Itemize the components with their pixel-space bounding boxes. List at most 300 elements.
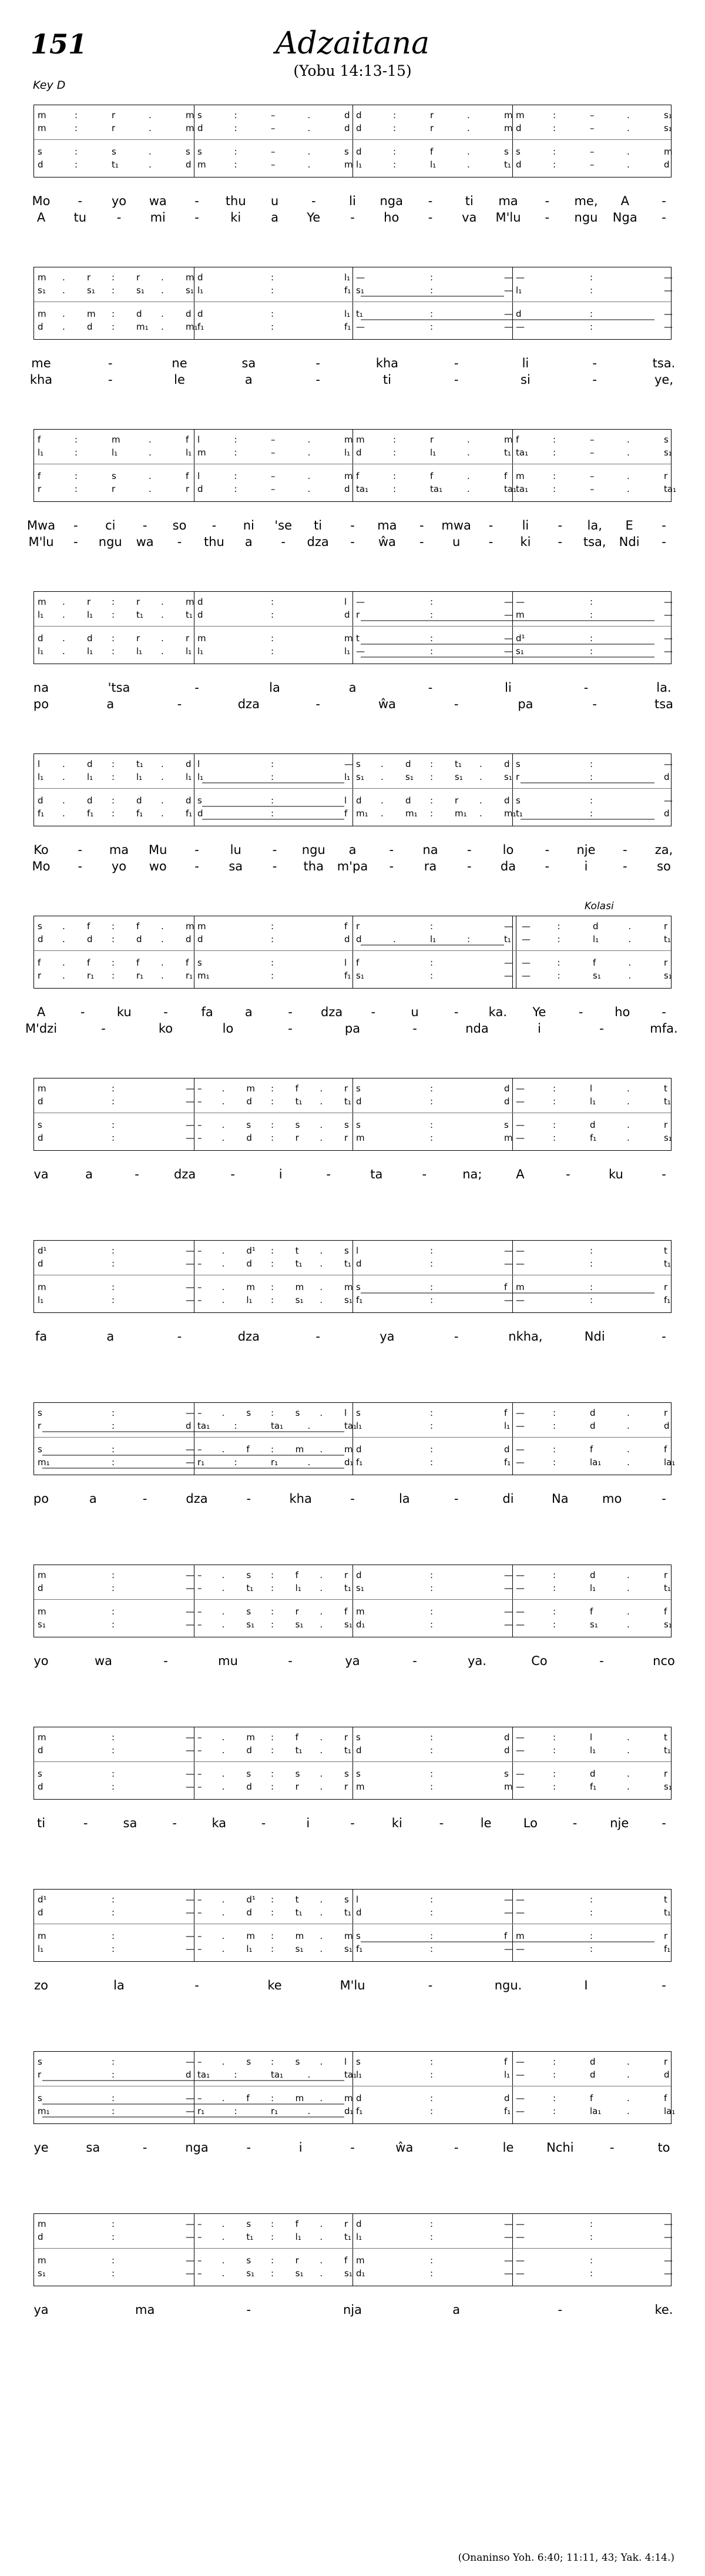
solfa-note: s bbox=[516, 795, 521, 806]
solfa-note: f₁ bbox=[344, 970, 351, 981]
solfa-note: m bbox=[38, 110, 46, 120]
solfa-note: – bbox=[197, 1583, 202, 1593]
solfa-note: : bbox=[430, 285, 434, 296]
lyric-syllable: dza bbox=[321, 1005, 343, 1019]
solfa-note: : bbox=[590, 597, 593, 607]
solfa-note: d bbox=[590, 1408, 596, 1418]
voice-row-1 bbox=[34, 597, 671, 608]
solfa-note: : bbox=[553, 1781, 556, 1792]
solfa-note: — bbox=[516, 1421, 525, 1431]
solfa-note: r bbox=[516, 772, 520, 782]
solfa-note: . bbox=[627, 1083, 630, 1094]
solfa-note: f bbox=[516, 434, 519, 445]
solfa-note: s bbox=[356, 1282, 361, 1292]
solfa-note: s₁ bbox=[38, 1619, 46, 1630]
solfa-note: : bbox=[430, 1619, 434, 1630]
voice-row-2 bbox=[34, 1745, 671, 1757]
solfa-note: : bbox=[271, 646, 274, 656]
solfa-note: — bbox=[504, 2255, 513, 2266]
solfa-note: : bbox=[271, 921, 274, 932]
solfa-note: . bbox=[221, 1931, 225, 1941]
solfa-note: f₁ bbox=[186, 808, 193, 819]
solfa-note: f bbox=[590, 1606, 593, 1617]
lyric-syllable: - bbox=[662, 1005, 666, 1019]
solfa-note: : bbox=[393, 123, 397, 133]
solfa-note: – bbox=[197, 2255, 202, 2266]
solfa-note: : bbox=[112, 795, 115, 806]
solfa-note: . bbox=[320, 1133, 323, 1143]
lyric-syllable: - bbox=[108, 373, 113, 387]
solfa-note: ta₁ bbox=[356, 484, 369, 494]
solfa-note: d bbox=[186, 2069, 192, 2080]
solfa-note: : bbox=[271, 1096, 274, 1107]
solfa-note: . bbox=[381, 759, 384, 769]
solfa-note: . bbox=[320, 2093, 323, 2103]
solfa-note: — bbox=[186, 2268, 194, 2279]
lyric-syllable: po bbox=[33, 1492, 49, 1506]
solfa-note: t₁ bbox=[455, 759, 462, 769]
solfa-note: : bbox=[430, 1606, 434, 1617]
solfa-note: — bbox=[186, 1120, 194, 1130]
solfa-note: — bbox=[504, 1295, 513, 1305]
lyric-syllable: - bbox=[288, 1654, 293, 1668]
solfa-note: d bbox=[356, 1745, 362, 1756]
solfa-note: : bbox=[112, 2056, 115, 2067]
solfa-note: d bbox=[136, 934, 142, 944]
solfa-note: – bbox=[590, 471, 595, 481]
solfa-note: d bbox=[516, 309, 522, 319]
lyric-syllable: va bbox=[462, 210, 477, 225]
solfa-note: – bbox=[590, 484, 595, 494]
solfa-note: : bbox=[553, 1457, 556, 1468]
solfa-note: — bbox=[186, 1732, 194, 1743]
solfa-note: — bbox=[516, 1083, 525, 1094]
solfa-note: s bbox=[246, 1408, 251, 1418]
lyric-syllable: di bbox=[502, 1492, 514, 1506]
solfa-note: s bbox=[38, 2093, 42, 2103]
solfa-note: . bbox=[320, 1258, 323, 1269]
lyric-syllable: ngu bbox=[301, 843, 325, 857]
solfa-note: : bbox=[430, 2093, 434, 2103]
solfa-note: m bbox=[38, 1606, 46, 1617]
lyric-syllable: ma bbox=[377, 518, 397, 532]
voice-row-3 bbox=[34, 795, 671, 807]
staff bbox=[33, 1565, 672, 1637]
staff bbox=[33, 1240, 672, 1313]
solfa-note: — bbox=[504, 970, 513, 981]
solfa-note: — bbox=[516, 2255, 525, 2266]
solfa-note: . bbox=[161, 795, 164, 806]
solfa-note: : bbox=[112, 1282, 115, 1292]
solfa-note: — bbox=[664, 759, 673, 769]
solfa-note: m bbox=[356, 1133, 365, 1143]
solfa-note: d bbox=[356, 2219, 362, 2229]
solfa-note: f₁ bbox=[590, 1781, 597, 1792]
staff-divider bbox=[34, 788, 671, 789]
solfa-note: – bbox=[197, 1619, 202, 1630]
solfa-note: m bbox=[516, 1931, 525, 1941]
solfa-note: f₁ bbox=[344, 285, 351, 296]
lyric-syllable: zo bbox=[34, 1978, 48, 1992]
solfa-note: l₁ bbox=[197, 772, 204, 782]
lyric-syllable: - bbox=[172, 1816, 177, 1830]
solfa-note: d bbox=[38, 2232, 43, 2242]
solfa-note: d bbox=[246, 1907, 252, 1918]
solfa-note: — bbox=[516, 1606, 525, 1617]
lyric-syllable: ni bbox=[243, 518, 254, 532]
voice-row-4 bbox=[34, 808, 671, 820]
lyric-syllable: Ye bbox=[307, 210, 321, 225]
solfa-note: t₁ bbox=[344, 1583, 351, 1593]
solfa-note: d bbox=[516, 159, 522, 170]
solfa-note: : bbox=[271, 2093, 274, 2103]
solfa-note: d bbox=[186, 1421, 192, 1431]
scripture-reference: (Yobu 14:13-15) bbox=[293, 62, 412, 79]
solfa-note: – bbox=[197, 1781, 202, 1792]
solfa-note: : bbox=[590, 2255, 593, 2266]
staff-divider bbox=[34, 626, 671, 627]
solfa-note: : bbox=[557, 921, 560, 932]
solfa-note: : bbox=[590, 1295, 593, 1305]
solfa-note: m bbox=[38, 2219, 46, 2229]
solfa-note: . bbox=[627, 1120, 630, 1130]
solfa-note: : bbox=[271, 633, 274, 644]
voice-row-1 bbox=[34, 1083, 671, 1095]
solfa-note: — bbox=[516, 597, 525, 607]
solfa-note: : bbox=[271, 2232, 274, 2242]
lyric-syllable: - bbox=[558, 518, 563, 532]
solfa-note: : bbox=[430, 1894, 434, 1905]
solfa-note: — bbox=[664, 285, 673, 296]
lyric-line-1 bbox=[0, 1654, 705, 1670]
solfa-note: s₁ bbox=[590, 1619, 598, 1630]
solfa-note: . bbox=[320, 1894, 323, 1905]
solfa-note: . bbox=[221, 2093, 225, 2103]
lyric-syllable: - bbox=[545, 194, 550, 208]
lyric-syllable: 'tsa bbox=[108, 681, 130, 695]
solfa-note: . bbox=[381, 795, 384, 806]
lyric-syllable: li bbox=[522, 518, 529, 532]
solfa-note: . bbox=[161, 970, 164, 981]
voice-row-1 bbox=[34, 110, 671, 122]
solfa-note: . bbox=[467, 123, 470, 133]
lyric-syllable: a bbox=[85, 1167, 93, 1181]
lyric-syllable: so bbox=[657, 859, 671, 873]
solfa-note: : bbox=[112, 597, 115, 607]
solfa-note: : bbox=[75, 484, 78, 494]
solfa-note: . bbox=[320, 1606, 323, 1617]
lyric-syllable: - bbox=[578, 1005, 583, 1019]
lyric-syllable: Ndi bbox=[584, 1329, 605, 1344]
solfa-note: s bbox=[38, 1408, 42, 1418]
lyric-syllable: ku bbox=[609, 1167, 623, 1181]
solfa-note: l₁ bbox=[112, 447, 118, 458]
lyric-syllable: - bbox=[177, 697, 182, 711]
solfa-note: m bbox=[504, 110, 513, 120]
voice-row-1 bbox=[34, 1732, 671, 1744]
solfa-note: m bbox=[504, 1781, 513, 1792]
lyric-syllable: Lo bbox=[523, 1816, 538, 1830]
voice-row-2 bbox=[34, 1583, 671, 1594]
solfa-note: : bbox=[430, 309, 434, 319]
voice-row-4 bbox=[34, 321, 671, 333]
staff-divider bbox=[34, 2248, 671, 2249]
solfa-note: d bbox=[590, 1120, 596, 1130]
solfa-note: s bbox=[504, 1768, 509, 1779]
solfa-note: . bbox=[320, 2268, 323, 2279]
solfa-note: — bbox=[516, 2056, 525, 2067]
solfa-note: . bbox=[149, 146, 152, 157]
solfa-note: m bbox=[295, 1931, 304, 1941]
solfa-note: s bbox=[356, 1732, 361, 1743]
lyric-line-2 bbox=[0, 1021, 705, 1038]
lyric-syllable: - bbox=[558, 2303, 563, 2317]
lyric-syllable: ya bbox=[33, 2303, 49, 2317]
solfa-note: : bbox=[112, 1931, 115, 1941]
solfa-note: s bbox=[197, 957, 202, 968]
solfa-note: : bbox=[234, 471, 237, 481]
solfa-note: — bbox=[516, 2069, 525, 2080]
system-10 bbox=[0, 1565, 705, 1723]
voice-row-2 bbox=[34, 447, 671, 459]
lyric-syllable: - bbox=[315, 697, 320, 711]
solfa-note: — bbox=[516, 1570, 525, 1580]
lyric-syllable: yo bbox=[111, 194, 127, 208]
lyric-syllable: a bbox=[244, 1005, 253, 1019]
solfa-note: . bbox=[161, 934, 164, 944]
solfa-note: . bbox=[62, 759, 65, 769]
solfa-note: . bbox=[627, 2056, 630, 2067]
solfa-note: : bbox=[271, 597, 274, 607]
lyric-syllable: ngu bbox=[574, 210, 598, 225]
solfa-note: m bbox=[197, 921, 206, 932]
voice-row-2 bbox=[34, 1096, 671, 1108]
solfa-note: m bbox=[504, 434, 513, 445]
solfa-note: . bbox=[307, 2069, 311, 2080]
solfa-note: : bbox=[112, 1768, 115, 1779]
lyric-syllable: - bbox=[428, 681, 433, 695]
lyric-line-1 bbox=[0, 1005, 705, 1021]
solfa-note: — bbox=[504, 321, 513, 332]
solfa-note: r bbox=[38, 1421, 42, 1431]
solfa-note: – bbox=[197, 1096, 202, 1107]
solfa-note: : bbox=[271, 1781, 274, 1792]
lyric-syllable: nje bbox=[610, 1816, 629, 1830]
lyric-syllable: - bbox=[488, 535, 494, 549]
solfa-note: m bbox=[38, 597, 46, 607]
solfa-note: f bbox=[504, 1408, 508, 1418]
lyric-syllable: thu bbox=[225, 194, 246, 208]
lyric-syllable: - bbox=[454, 356, 459, 370]
lyric-syllable: - bbox=[78, 859, 83, 873]
solfa-note: . bbox=[221, 1894, 225, 1905]
solfa-note: : bbox=[590, 1907, 593, 1918]
voice-row-2 bbox=[34, 2232, 671, 2243]
solfa-note: : bbox=[271, 2056, 274, 2067]
solfa-note: : bbox=[234, 123, 237, 133]
lyric-syllable: - bbox=[662, 1978, 666, 1992]
solfa-note: l₁ bbox=[87, 646, 93, 656]
voice-row-4 bbox=[34, 1457, 676, 1469]
lyric-syllable: - bbox=[246, 1492, 251, 1506]
solfa-note: m bbox=[246, 1732, 255, 1743]
solfa-note: m₁ bbox=[38, 2106, 50, 2116]
solfa-note: : bbox=[112, 1421, 115, 1431]
solfa-note: d bbox=[356, 146, 362, 157]
solfa-note: t₁ bbox=[246, 2232, 254, 2242]
solfa-note: – bbox=[197, 2093, 202, 2103]
solfa-note: d¹ bbox=[38, 1894, 47, 1905]
lyric-syllable: - bbox=[439, 1816, 444, 1830]
lyric-syllable: li bbox=[505, 681, 512, 695]
solfa-note: r bbox=[186, 633, 190, 644]
solfa-note: . bbox=[221, 1245, 225, 1256]
solfa-note: : bbox=[430, 1944, 434, 1954]
solfa-note: d bbox=[356, 2093, 362, 2103]
solfa-note: . bbox=[221, 1282, 225, 1292]
solfa-note: s₁ bbox=[136, 285, 145, 296]
lyric-syllable: za, bbox=[654, 843, 673, 857]
lyric-syllable: ki bbox=[230, 210, 241, 225]
lyric-syllable: - bbox=[194, 843, 199, 857]
lyric-syllable: ye, bbox=[654, 373, 674, 387]
lyric-syllable: na; bbox=[462, 1167, 482, 1181]
lyric-syllable: - bbox=[272, 843, 277, 857]
solfa-note: . bbox=[149, 484, 152, 494]
solfa-note: : bbox=[430, 772, 434, 782]
solfa-note: . bbox=[62, 646, 65, 656]
solfa-note: r bbox=[455, 795, 459, 806]
solfa-note: t₁ bbox=[664, 1258, 671, 1269]
solfa-note: l₁ bbox=[136, 646, 143, 656]
solfa-note: d bbox=[344, 609, 350, 620]
solfa-note: — bbox=[504, 1583, 513, 1593]
solfa-note: l₁ bbox=[246, 1944, 253, 1954]
solfa-note: : bbox=[234, 484, 237, 494]
solfa-note: — bbox=[504, 1894, 513, 1905]
solfa-note: m₁ bbox=[356, 808, 368, 819]
solfa-note: d bbox=[356, 1444, 362, 1455]
solfa-note: . bbox=[161, 759, 164, 769]
solfa-note: . bbox=[467, 146, 470, 157]
solfa-note: s₁ bbox=[344, 1944, 352, 1954]
solfa-note: : bbox=[112, 1583, 115, 1593]
solfa-note: : bbox=[112, 2255, 115, 2266]
lyric-syllable: a bbox=[348, 681, 357, 695]
lyric-syllable: - bbox=[177, 1329, 182, 1344]
solfa-note: r bbox=[136, 633, 140, 644]
solfa-note: : bbox=[590, 808, 593, 819]
lyric-syllable: - bbox=[599, 1654, 604, 1668]
solfa-note: l bbox=[344, 597, 347, 607]
solfa-note: . bbox=[627, 471, 630, 481]
lyric-syllable: fa bbox=[35, 1329, 48, 1344]
solfa-note: : bbox=[271, 1282, 274, 1292]
solfa-note: d bbox=[356, 795, 362, 806]
lyric-syllable: wa bbox=[94, 1654, 113, 1668]
solfa-note: : bbox=[430, 272, 434, 283]
lyric-syllable: - bbox=[350, 2140, 355, 2155]
solfa-note: . bbox=[627, 1133, 630, 1143]
solfa-note: t bbox=[295, 1245, 299, 1256]
solfa-note: : bbox=[271, 1583, 274, 1593]
solfa-note: : bbox=[271, 957, 274, 968]
lyric-syllable: kha bbox=[29, 373, 53, 387]
voice-row-3 bbox=[34, 309, 671, 320]
solfa-note: d bbox=[516, 123, 522, 133]
solfa-note: r₁ bbox=[271, 2106, 278, 2116]
lyric-syllable: - bbox=[315, 373, 320, 387]
solfa-note: . bbox=[221, 1133, 225, 1143]
solfa-note: t₁ bbox=[186, 609, 193, 620]
lyric-syllable: - bbox=[422, 1167, 427, 1181]
solfa-note: . bbox=[62, 957, 65, 968]
solfa-note: . bbox=[149, 471, 152, 481]
solfa-note: s bbox=[246, 1768, 251, 1779]
solfa-note: l₁ bbox=[344, 272, 351, 283]
solfa-note: : bbox=[557, 957, 560, 968]
solfa-note: . bbox=[320, 1931, 323, 1941]
solfa-note: ta₁ bbox=[271, 1421, 284, 1431]
solfa-note: . bbox=[381, 772, 384, 782]
lyric-syllable: yo bbox=[111, 859, 127, 873]
solfa-note: d₁ bbox=[344, 1457, 354, 1468]
solfa-note: . bbox=[221, 1120, 225, 1130]
solfa-note: – bbox=[271, 484, 276, 494]
solfa-note: : bbox=[430, 597, 434, 607]
solfa-note: d¹ bbox=[516, 633, 525, 644]
lyric-syllable: ye bbox=[33, 2140, 49, 2155]
solfa-note: f₁ bbox=[136, 808, 143, 819]
solfa-note: . bbox=[62, 597, 65, 607]
solfa-note: m bbox=[344, 2093, 353, 2103]
solfa-note: t₁ bbox=[664, 1907, 671, 1918]
solfa-note: — bbox=[522, 970, 531, 981]
solfa-note: — bbox=[516, 1408, 525, 1418]
solfa-note: d bbox=[38, 1781, 43, 1792]
solfa-note: f bbox=[38, 957, 41, 968]
solfa-note: d bbox=[246, 1258, 252, 1269]
lyric-syllable: pa bbox=[518, 697, 533, 711]
solfa-note: — bbox=[664, 309, 673, 319]
lyric-syllable: - bbox=[466, 843, 472, 857]
solfa-note: . bbox=[221, 2056, 225, 2067]
solfa-note: m bbox=[295, 2093, 304, 2103]
staff-divider bbox=[34, 1599, 671, 1600]
solfa-note: f bbox=[356, 471, 360, 481]
lyric-syllable: nja bbox=[343, 2303, 362, 2317]
solfa-note: r bbox=[38, 484, 42, 494]
solfa-note: – bbox=[197, 1083, 202, 1094]
solfa-note: – bbox=[590, 159, 595, 170]
solfa-note: : bbox=[430, 2255, 434, 2266]
solfa-note: . bbox=[320, 1444, 323, 1455]
solfa-note: — bbox=[186, 2093, 194, 2103]
solfa-note: . bbox=[320, 1745, 323, 1756]
staff bbox=[33, 1889, 672, 1962]
solfa-note: : bbox=[430, 957, 434, 968]
solfa-note: . bbox=[320, 1083, 323, 1094]
lyric-syllable: sa bbox=[86, 2140, 100, 2155]
solfa-note: . bbox=[161, 957, 164, 968]
solfa-note: f bbox=[356, 957, 360, 968]
solfa-note: : bbox=[557, 970, 560, 981]
solfa-note: . bbox=[320, 1120, 323, 1130]
solfa-note: ta₁ bbox=[197, 1421, 210, 1431]
solfa-note: — bbox=[664, 272, 673, 283]
solfa-note: . bbox=[320, 1282, 323, 1292]
solfa-note: l bbox=[197, 471, 200, 481]
